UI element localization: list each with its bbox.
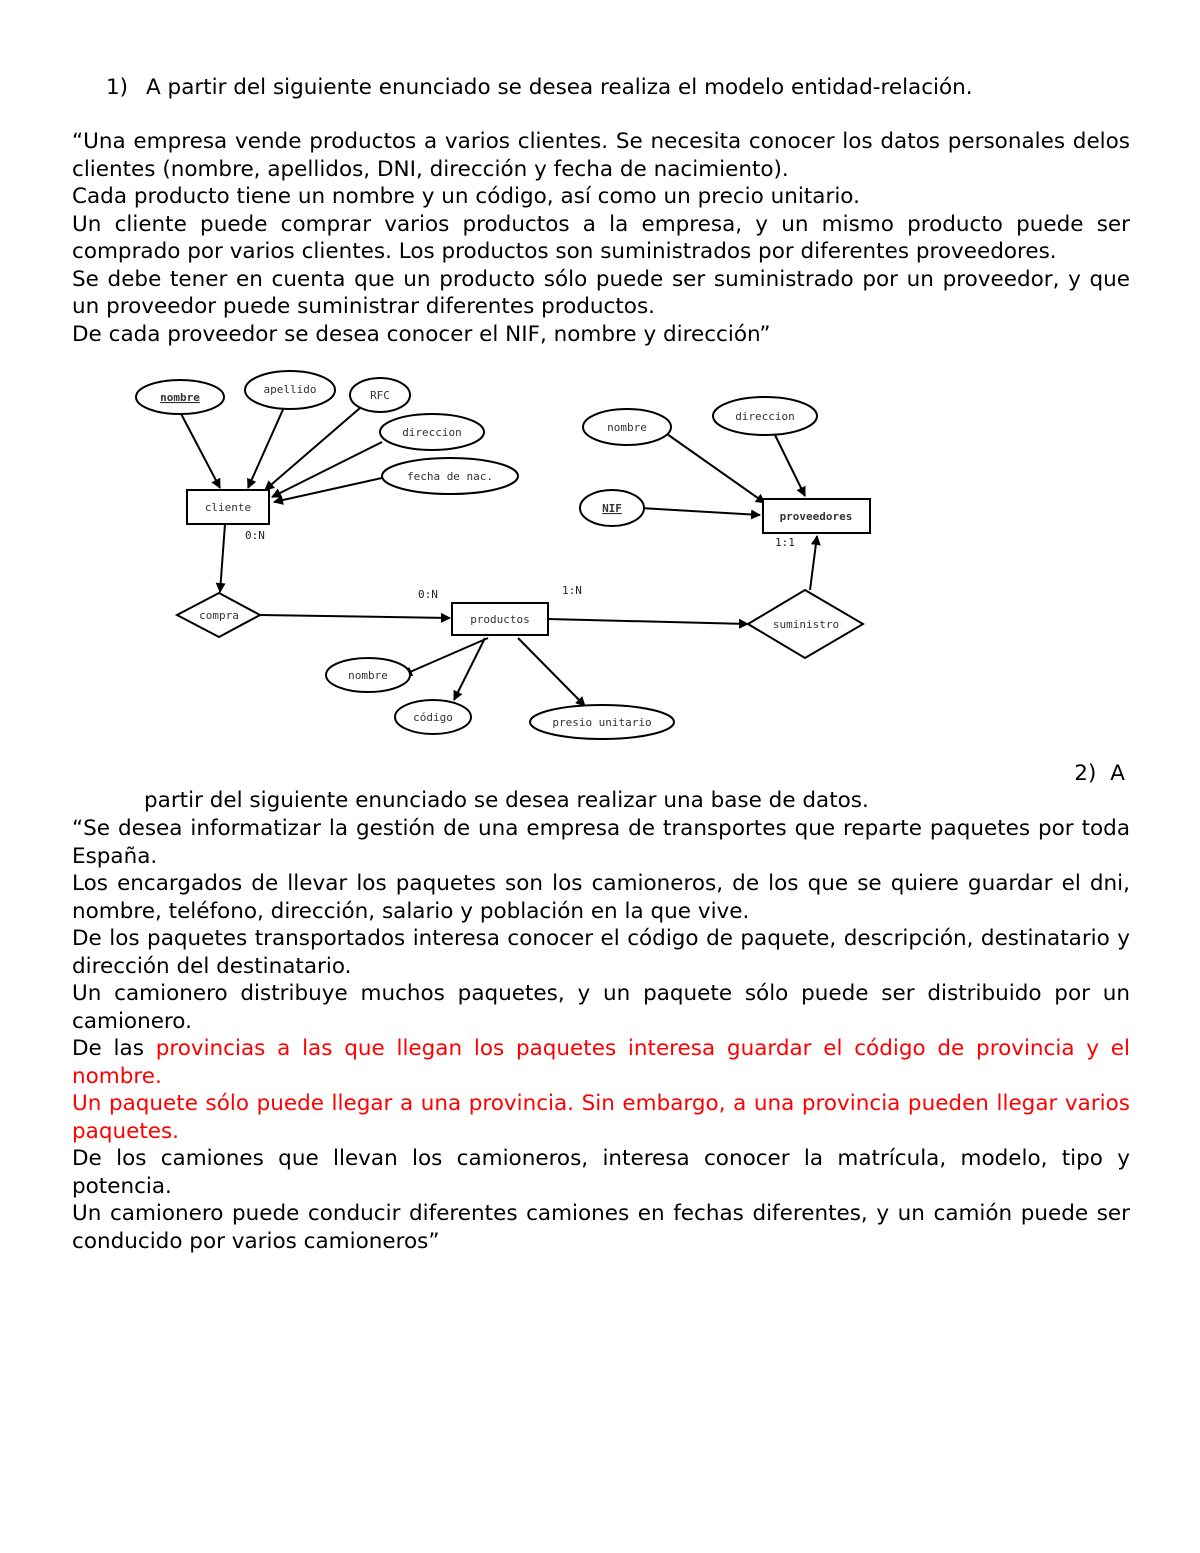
- attr-producto-nombre: nombre: [348, 669, 388, 682]
- attr-proveedor-direccion: direccion: [735, 410, 795, 423]
- attr-cliente-fecha: fecha de nac.: [406, 470, 494, 483]
- statement-paragraph: “Una empresa vende productos a varios clientes. Se necesita conocer los datos personales delos clientes (nombre, apellidos, DNI, dirección y fecha de nacimiento).: [72, 129, 1130, 182]
- cardinality-proveedores: 1:1: [775, 536, 795, 549]
- exercise-2-number-line: [1074, 760, 1125, 788]
- cardinality-cliente: 0:N: [245, 529, 265, 542]
- entity-productos-label: productos: [470, 613, 530, 626]
- attr-cliente-nombre: nombre: [160, 391, 200, 404]
- statement-paragraph: De cada proveedor se desea conocer el NIF, nombre y dirección”: [72, 321, 771, 347]
- attr-cliente-apellido: apellido: [263, 383, 317, 396]
- cardinality-suministro: 1:N: [562, 584, 582, 597]
- attr-proveedor-nif: NIF: [602, 502, 622, 515]
- attr-proveedor-nombre: nombre: [607, 421, 647, 434]
- arrow-nombre-proveedores: [667, 434, 765, 503]
- statement-paragraph: De los paquetes transportados interesa conocer el código de paquete, descripción, destinatario y dirección del destinatario.: [72, 926, 1130, 979]
- exercise-1-title: A partir del siguiente enunciado se desea realiza el modelo entidad-relación.: [146, 75, 973, 100]
- highlighted-paragraph: Un paquete sólo puede llegar a una provincia. Sin embargo, a una provincia pueden llegar varios paquetes.: [72, 1091, 1130, 1144]
- exercise-1-heading: [106, 74, 973, 102]
- arrow-fecha-cliente: [274, 478, 382, 502]
- statement-paragraph: Se debe tener en cuenta que un producto sólo puede ser suministrado por un proveedor, y que un proveedor puede suministrar diferentes productos.: [72, 266, 1130, 319]
- statement-paragraph: De los camiones que llevan los camioneros, interesa conocer la matrícula, modelo, tipo y potencia.: [72, 1146, 1130, 1199]
- arrow-productos-suministro: [548, 619, 748, 624]
- arrow-compra-productos: [260, 615, 450, 618]
- statement-paragraph: Cada producto tiene un nombre y un código, así como un precio unitario.: [72, 184, 860, 209]
- statement-paragraph: Un camionero puede conducir diferentes camiones en fechas diferentes, y un camión puede ser conducido por varios camioneros”: [72, 1201, 1130, 1254]
- exercise-2-intro: partir del siguiente enunciado se desea realizar una base de datos.: [144, 788, 869, 813]
- attr-producto-precio: presio unitario: [552, 716, 652, 729]
- statement-paragraph-mixed: [72, 1035, 1130, 1090]
- attr-cliente-direccion: direccion: [402, 426, 462, 439]
- arrow-productos-precio: [518, 638, 585, 706]
- attr-cliente-rfc: RFC: [370, 389, 390, 402]
- paragraph-prefix: De las: [72, 1036, 156, 1061]
- arrow-suministro-proveedores: [810, 536, 817, 590]
- arrow-productos-codigo: [454, 638, 485, 700]
- entity-proveedores-label: proveedores: [779, 510, 853, 523]
- arrow-nif-proveedores: [640, 508, 760, 515]
- statement-paragraph: Un cliente puede comprar varios productos a la empresa, y un mismo producto puede ser comprado por varios clientes. Los productos son suministrados por diferentes proveedores.: [72, 211, 1130, 264]
- attr-producto-codigo: código: [413, 711, 453, 724]
- statement-paragraph: Los encargados de llevar los paquetes son los camioneros, de los que se quiere guardar el dni, nombre, teléfono, dirección, salario y población en la que vive.: [72, 871, 1130, 924]
- exercise-2-statement: [72, 815, 1130, 1255]
- relationship-compra-label: compra: [199, 609, 239, 622]
- statement-paragraph: Un camionero distribuye muchos paquetes, y un paquete sólo puede ser distribuido por un camionero.: [72, 981, 1130, 1034]
- arrow-nombre-cliente: [178, 408, 220, 488]
- entity-cliente-label: cliente: [204, 501, 252, 514]
- exercise-1-number: 1): [106, 75, 129, 100]
- er-diagram: [120, 360, 880, 752]
- statement-paragraph: “Se desea informatizar la gestión de una empresa de transportes que reparte paquetes por toda España.: [72, 816, 1130, 869]
- arrow-direccion-proveedores: [775, 435, 805, 496]
- arrow-apellido-cliente: [248, 405, 285, 488]
- connectors: [178, 405, 817, 706]
- highlighted-text: provincias a las que llegan los paquetes interesa guardar el código de provincia y el nombre.: [72, 1036, 1130, 1089]
- arrow-cliente-compra: [220, 524, 225, 592]
- cardinality-productos: 0:N: [418, 588, 438, 601]
- exercise-2-first-word: A: [1110, 761, 1125, 786]
- exercise-1-statement: [72, 128, 1130, 348]
- exercise-2-number: 2): [1074, 761, 1097, 786]
- relationship-suministro-label: suministro: [772, 618, 840, 631]
